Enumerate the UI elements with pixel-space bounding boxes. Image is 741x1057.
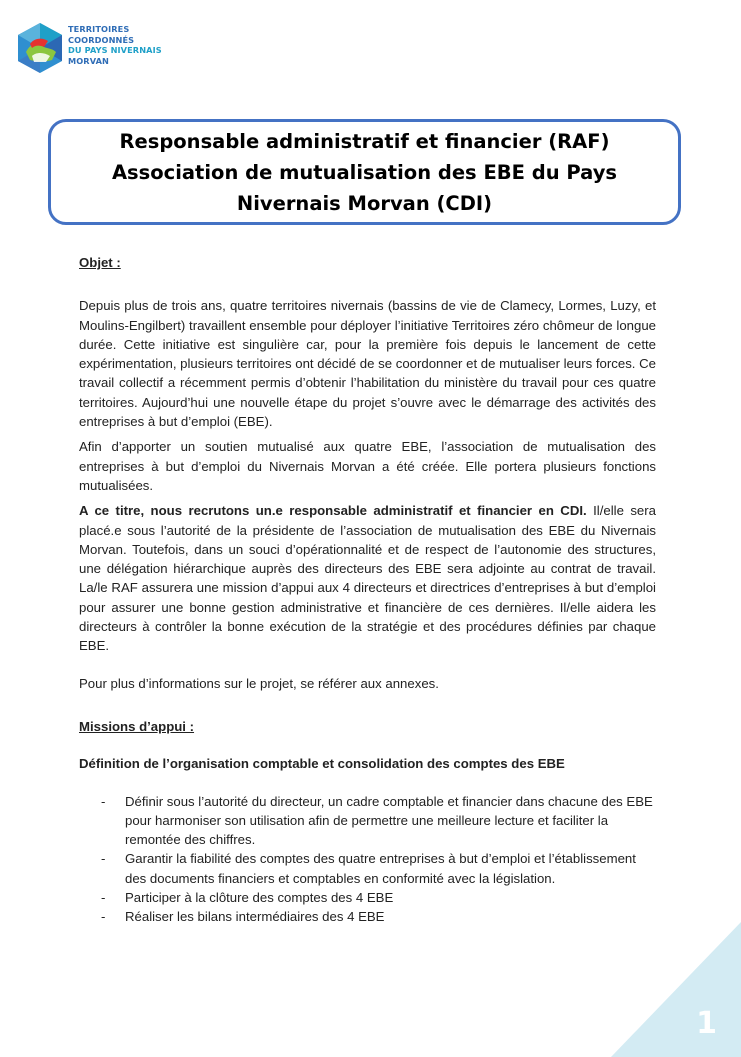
corner-triangle-decoration xyxy=(611,922,741,1057)
recruitment-details: Il/elle sera placé.e sous l’autorité de la présidente de l’association de mutualisation des EBE du Nivernais Morvan. Toutefois, dans un souci d’opérationnalité et de respect de l’autonomie des structures, une délégation hiérarchique auprès des directeurs des EBE sera adjointe au contrat de travail. La/le RAF assurera une mission d’appui aux 4 directeurs et directrices d’entreprises à but d’emploi pour assurer une bonne gestion administrative et financière de ces dernières. Il/elle aidera les directeurs à contrôler la bonne exécution de la stratégie et des procédures définies par chaque EBE. xyxy=(79,503,656,654)
missions-subheading: Définition de l’organisation comptable et consolidation des comptes des EBE xyxy=(79,756,565,772)
objet-paragraph-1: Depuis plus de trois ans, quatre territoires nivernais (bassins de vie de Clamecy, Lormes, Luzy, et Moulins-Engilbert) travaillent ensemble pour déployer l’initiative Territoires zéro chômeur de longue durée. Cette initiative est singulière car, pour la première fois depuis le lancement de cette expérimentation, plusieurs territoires ont décidé de se coordonner et de mutualiser leurs forces. Ce travail collectif a récemment permis d’obtenir l’habilitation du ministère du travail pour ces quatre territoires. Aujourd’hui une nouvelle étape du projet s’ouvre avec le démarrage des activités des entreprises à but d’emploi (EBE). xyxy=(79,298,656,430)
page-title xyxy=(112,126,617,219)
list-item: - Participer à la clôture des comptes des 4 EBE xyxy=(79,888,656,907)
title-box xyxy=(48,119,681,225)
objet-heading: Objet : xyxy=(79,255,121,270)
title-line-3: Nivernais Morvan (CDI) xyxy=(236,191,493,215)
objet-paragraph-4: Pour plus d’informations sur le projet, se référer aux annexes. xyxy=(79,675,439,691)
logo-line-1: TERRITOIRES xyxy=(68,24,130,34)
logo-line-4: MORVAN xyxy=(68,55,109,66)
logo-line-2: COORDONNÉS xyxy=(68,34,135,45)
list-item: - Garantir la fiabilité des comptes des quatre entreprises à but d’emploi et l’établissement des documents financiers et comptables en conformité avec la législation. xyxy=(79,849,656,888)
territory-hexagon-icon xyxy=(16,22,64,74)
title-line-2: Association de mutualisation des EBE du Pays xyxy=(111,160,618,184)
document-body xyxy=(79,253,656,927)
logo-line-3: DU PAYS NIVERNAIS xyxy=(68,45,162,55)
recruitment-statement: A ce titre, nous recrutons un.e responsable administratif et financier en CDI. xyxy=(79,503,587,519)
list-item: - Réaliser les bilans intermédiaires des 4 EBE xyxy=(79,907,656,926)
missions-list xyxy=(79,792,656,927)
objet-paragraph-3 xyxy=(79,501,656,655)
page-number: 1 xyxy=(696,1006,717,1041)
missions-heading: Missions d’appui : xyxy=(79,718,195,734)
objet-paragraph-2: Afin d’apporter un soutien mutualisé aux quatre EBE, l’association de mutualisation des entreprises à but d’emploi du Nivernais Morvan a été créée. Elle portera plusieurs fonctions mutualisées. xyxy=(79,439,656,493)
title-line-1: Responsable administratif et financier (RAF) xyxy=(119,129,610,153)
logo xyxy=(16,22,176,78)
list-item: - Définir sous l’autorité du directeur, un cadre comptable et financier dans chacune des EBE pour harmoniser son utilisation afin de permettre une meilleure lecture et faciliter la remontée des chiffres. xyxy=(79,792,656,850)
